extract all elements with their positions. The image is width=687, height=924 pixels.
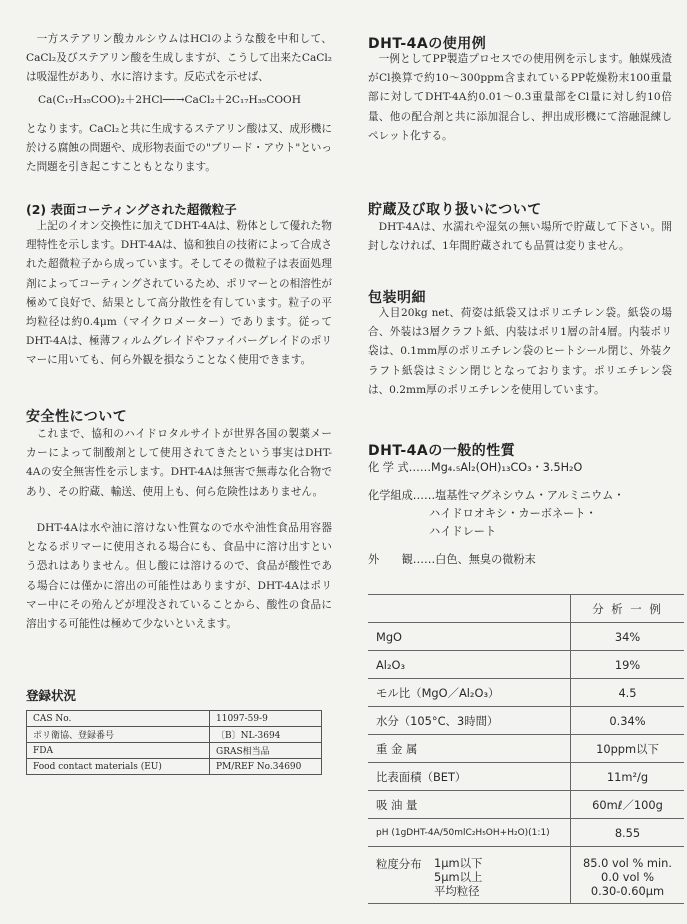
surface-coating-paragraph: 上記のイオン交換性に加えてDHT-4Aは、粉体として優れた物理特性を示します。DHT-4Aは、協和独自の技術によって合成された超微粒子から成っています。そしてその微粒子は表面処理剤によってコーティングされているため、ポリマーとの相溶性が極めて良好で、結果として高分散性を有しています。粒子の平均粒径は約0.4μm（マイクロメーター）であります。従ってDHT-4Aは、極薄フィルムグレイドやファイバーグレイドのポリマーに用いても、何ら外観を損なうことなく使用できます。 [26,220,332,367]
analysis-value: 11m²/g [571,763,685,791]
analysis-value: 4.5 [571,679,685,707]
particle-size-cell [368,847,571,904]
table-row [368,651,684,679]
analysis-value: 0.34% [571,707,685,735]
table-row [368,791,684,819]
chemical-composition-line-2: ハイドロオキシ・カーボネート・ [429,507,597,520]
table-row [368,623,684,651]
particle-size-item: 平均粒径 [434,884,480,898]
chemical-composition: 化学組成……塩基性マグネシウム・アルミニウム・ [368,489,625,502]
reg-name: CAS No. [27,711,210,727]
table-header-row [368,595,684,623]
section-title-storage: 貯蔵及び取り扱いについて [368,202,542,218]
section-title-packing: 包装明細 [368,290,426,306]
reg-name: FDA [27,743,210,759]
section-title-registration: 登録状況 [26,688,77,703]
usage-paragraph: 一例としてPP製造プロセスでの使用例を示します。触媒残渣がCl換算で約10～300ppm含まれているPP乾燥粉末100重量部に対してDHT-4A約0.01～0.3重量部をCl量に対し約10倍量、他の配合剤と共に添加混合し、押出成形機にて溶融混練しペレット化する。 [368,53,672,142]
particle-size-label: 粒度分布 [376,857,422,871]
safety-paragraph-1: これまで、協和のハイドロタルサイトが世界各国の製薬メーカーによって制酸剤として使用されてきたという事実はDHT-4Aの安全無害性を示します。DHT-4Aは無害で無毒な化合物であり、その貯蔵、輸送、使用上も、何ら危険性はありません。 [26,428,332,498]
reg-value: 11097-59-9 [210,711,322,727]
particle-size-value: 85.0 vol % min. [582,856,673,870]
table-row [27,743,322,759]
analysis-item: 水分（105°C、3時間） [368,707,571,735]
particle-size-item: 5μm以上 [434,870,483,884]
analysis-value: 10ppm以下 [571,735,685,763]
table-row [368,707,684,735]
analysis-item: 吸 油 量 [368,791,571,819]
reg-value: GRAS相当品 [210,743,322,759]
particle-size-value: 0.30-0.60μm [590,884,665,898]
table-row [368,847,684,904]
analysis-value: 34% [571,623,685,651]
section-title-usage: DHT-4Aの使用例 [368,36,487,52]
section-title-surface-coating: (2) 表面コーティングされた超微粒子 [26,202,237,217]
analysis-header: 分 析 一 例 [571,595,685,623]
analysis-item: Al₂O₃ [368,651,571,679]
analysis-value: 8.55 [571,819,685,847]
particle-size-values [571,847,685,904]
table-row [368,763,684,791]
analysis-item: pH (1gDHT-4A/50mlC₂H₅OH+H₂O)(1:1) [368,819,571,847]
reaction-formula: Ca(C₁₇H₃₅COO)₂＋2HCl──→CaCl₂＋2C₁₇H₃₅COOH [38,94,301,106]
section-title-properties: DHT-4Aの一般的性質 [368,443,516,459]
section-title-safety: 安全性について [26,409,128,425]
particle-size-item: 1μm以下 [434,856,483,870]
table-row [368,735,684,763]
analysis-value: 19% [571,651,685,679]
analysis-value: 60mℓ／100g [571,791,685,819]
table-row [368,819,684,847]
table-row [27,727,322,743]
analysis-item: 重 金 属 [368,735,571,763]
table-row [368,679,684,707]
packing-paragraph: 入目20kg net、荷姿は紙袋又はポリエチレン袋。紙袋の場合、外装は3層クラフト紙、内装はポリ1層の計4層。内装ポリ袋は、0.1mm厚のポリエチレン袋のヒートシール閉じ、外装クラフト紙袋はミシン閉じとなっております。ポリエチレン袋は、0.2mm厚のポリエチレンを使用しています。 [368,307,672,396]
table-row [27,759,322,775]
intro-paragraph: 一方ステアリン酸カルシウムはHClのような酸を中和して、CaCl₂及びステアリン酸を生成しますが、こうして出来たCaCl₂は吸湿性があり、水に溶けます。反応式を示せば、 [26,33,332,84]
appearance: 外 観……白色、無臭の微粉末 [368,553,536,566]
chemical-formula: 化 学 式……Mg₄.₅Al₂(OH)₁₃CO₃・3.5H₂O [368,461,583,474]
reg-value: 〔B〕NL-3694 [210,727,322,743]
registration-table [26,710,322,775]
reg-name: Food contact materials (EU) [27,759,210,775]
analysis-item: 比表面積（BET） [368,763,571,791]
safety-paragraph-2: DHT-4Aは水や油に溶けない性質なので水や油性食品用容器となるポリマーに使用される場合にも、食品中に溶け出すという恐れはありません。但し酸には溶けるので、食品が酸性である場合には僅かに溶出の可能性はありますが、DHT-4Aはポリマー中にその殆んどが埋没されていることから、酸性の食品に溶出する可能性は極めて少ないといえます。 [26,522,332,631]
table-row [27,711,322,727]
reg-name: ポリ衛協、登録番号 [27,727,210,743]
chemical-composition-line-3: ハイドレート [429,525,497,538]
storage-paragraph: DHT-4Aは、水濡れや湿気の無い場所で貯蔵して下さい。開封しなければ、1年間貯蔵されても品質は変りません。 [368,221,672,253]
reg-value: PM/REF No.34690 [210,759,322,775]
intro-paragraph-continued: となります。CaCl₂と共に生成するステアリン酸は又、成形機に於ける腐蝕の問題や、成形物表面での"ブリード・アウト"といった問題を引き起こすこともとなります。 [26,123,332,174]
analysis-item: MgO [368,623,571,651]
particle-size-value: 0.0 vol % [600,870,655,884]
analysis-item: モル比（MgO／Al₂O₃） [368,679,571,707]
analysis-table [368,594,684,904]
